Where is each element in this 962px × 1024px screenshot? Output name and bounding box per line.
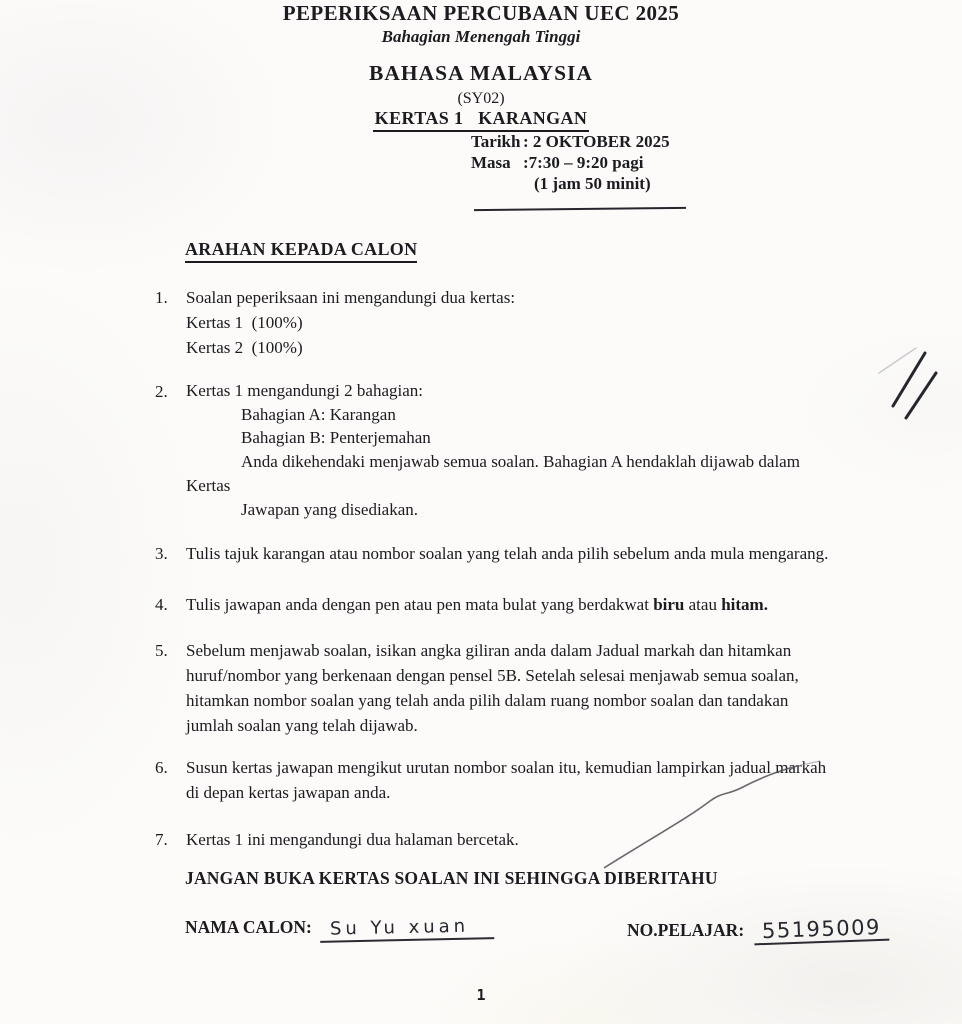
date-value: : 2 OKTOBER 2025 <box>523 132 670 151</box>
exam-title: PEPERIKSAAN PERCUBAAN UEC 2025 <box>282 1 680 25</box>
item-line: Kertas 1 mengandungi 2 bahagian: <box>186 381 423 400</box>
subject-title: BAHASA MALAYSIA <box>369 61 593 85</box>
item-number: 7. <box>155 830 168 849</box>
date-label: Tarikh <box>471 132 521 151</box>
time-label: Masa <box>471 153 511 172</box>
time-value: :7:30 – 9:20 pagi <box>523 153 644 172</box>
instruction-item-3 <box>155 541 903 566</box>
item-number: 5. <box>155 641 168 660</box>
item-line: huruf/nombor yang berkenaan dengan pensel 5B. Setelah selesai menjawab semua soalan, <box>186 666 799 685</box>
student-no-label: NO.PELAJAR: <box>627 920 745 940</box>
exam-duration: (1 jam 50 minit) <box>534 174 651 193</box>
item-line: Bahagian B: Penterjemahan <box>241 428 431 448</box>
item-line: jumlah soalan yang telah dijawab. <box>186 716 418 735</box>
instruction-item-6 <box>155 755 903 805</box>
item-line: Kertas 1 ini mengandungi dua halaman bercetak. <box>186 830 519 849</box>
item-line: Kertas 2 (100%) <box>186 338 303 357</box>
item-line: di depan kertas jawapan anda. <box>186 783 391 802</box>
subject-code: (SY02) <box>457 90 505 107</box>
item-number: 1. <box>155 288 168 307</box>
item-line: Kertas 1 (100%) <box>186 313 303 332</box>
exam-date-row <box>471 131 670 152</box>
instruction-item-4 <box>155 592 903 617</box>
candidate-name-row <box>185 917 494 941</box>
instruction-item-7 <box>155 827 903 852</box>
item-line: Jawapan yang disediakan. <box>241 499 419 519</box>
header-divider <box>474 207 686 211</box>
item-text-segment: Tulis jawapan anda dengan pen atau pen mata bulat yang berdakwat <box>186 595 654 614</box>
instruction-item-1 <box>155 285 903 360</box>
paper-title: KERTAS 1 KARANGAN <box>373 108 590 132</box>
paper-title-row <box>0 108 962 132</box>
item-line: hitamkan nombor soalan yang telah anda pilih dalam ruang nombor soalan dan tandakan <box>186 691 789 710</box>
item-line: Tulis tajuk karangan atau nombor soalan yang telah anda pilih sebelum anda mula mengarang. <box>186 544 829 563</box>
item-line <box>186 592 903 617</box>
item-line: Anda dikehendaki menjawab semua soalan. Bahagian A hendaklah dijawab dalam <box>241 452 800 472</box>
item-number: 4. <box>155 595 168 614</box>
exam-time-row <box>471 152 670 173</box>
instructions-heading: ARAHAN KEPADA CALON <box>185 239 417 263</box>
item-line: Sebelum menjawab soalan, isikan angka giliran anda dalam Jadual markah dan hitamkan <box>186 641 792 660</box>
item-line: Kertas <box>186 475 231 495</box>
name-label: NAMA CALON: <box>185 917 312 937</box>
item-number: 3. <box>155 544 168 563</box>
item-line: Bahagian A: Karangan <box>241 404 396 424</box>
student-number-row <box>627 914 889 944</box>
bold-emphasis: hitam. <box>721 595 768 614</box>
item-line: Soalan peperiksaan ini mengandungi dua kertas: <box>186 288 516 307</box>
item-number: 2. <box>155 382 168 401</box>
instruction-item-5 <box>155 638 903 738</box>
handwritten-student-number: 55195009 <box>754 915 890 946</box>
exam-subtitle: Bahagian Menengah Tinggi <box>381 27 581 46</box>
bold-emphasis: biru <box>653 595 685 614</box>
do-not-open-warning: JANGAN BUKA KERTAS SOALAN INI SEHINGGA DIBERITAHU <box>185 868 718 888</box>
exam-meta <box>471 131 670 194</box>
item-text-segment: atau <box>684 595 722 614</box>
item-number: 6. <box>155 758 168 777</box>
handwritten-candidate-name: Su Yu xuan <box>320 915 494 943</box>
page-number: 1 <box>476 986 486 1004</box>
item-line: Susun kertas jawapan mengikut urutan nombor soalan itu, kemudian lampirkan jadual markah <box>186 758 827 777</box>
instruction-item-2 <box>155 379 903 521</box>
